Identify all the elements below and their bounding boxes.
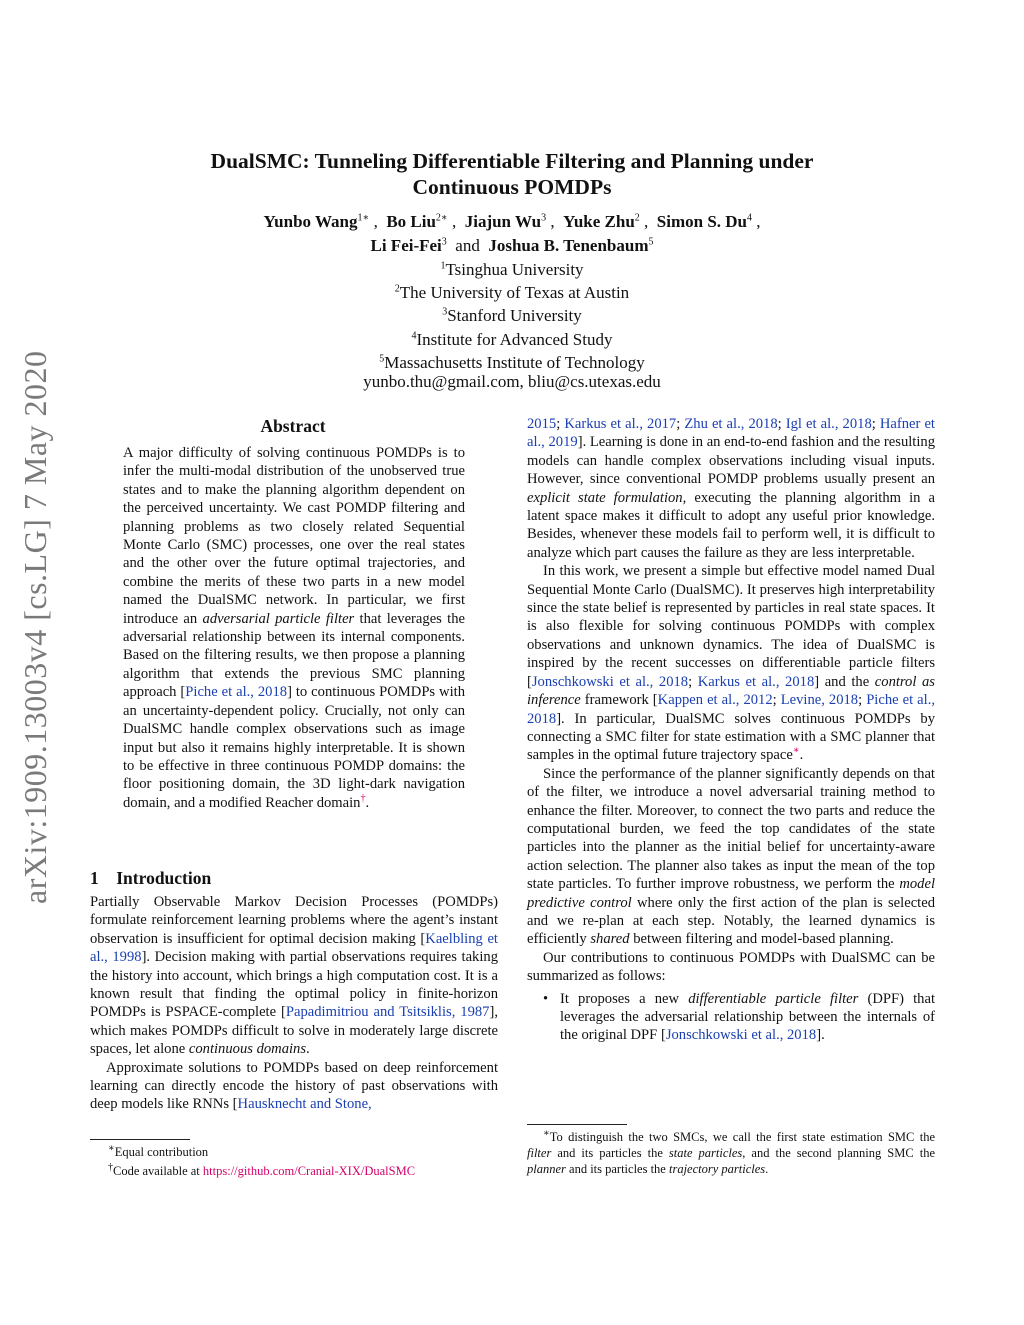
code-url-link[interactable]: https://github.com/Cranial-XIX/DualSMC	[202, 1164, 416, 1178]
author-list: Yunbo Wang$^{1∗}$ , Bo Liu$^{2∗}$ , Jiajun Wu$^3$ , Yuke Zhu$^2$ , Simon S. Du$^4$ , Li Fei-Fei$^3$ and Joshua B. Tenenbaum$^5$	[263, 212, 761, 255]
citation-link[interactable]: Igl et al., 2018	[785, 416, 872, 432]
author-conjunction: and	[455, 236, 480, 255]
list-item: • It proposes a new differentiable particle filter (DPF) that leverages the adversarial relationship between the internals of the original DPF [Jonschkowski et al., 2018].	[560, 990, 935, 1045]
footnote: †Code available at https://github.com/Cranial-XIX/DualSMC	[108, 1161, 416, 1178]
affiliation: $^1$Tsinghua University	[440, 260, 584, 279]
citation-link[interactable]: Jonschkowski et al., 2018	[531, 673, 689, 690]
author-name: Joshua B. Tenenbaum	[488, 236, 649, 255]
author-mark: 2	[634, 212, 640, 224]
author-mark: 4	[747, 212, 753, 224]
author-mark: 5	[648, 236, 654, 248]
footnote-rule-left	[90, 1139, 190, 1140]
title-line-1: DualSMC: Tunneling Differentiable Filtering and Planning under	[210, 149, 814, 173]
citation-link[interactable]: Piche et al., 2018	[185, 684, 288, 701]
citation-link[interactable]: Jonschkowski et al., 2018	[665, 1027, 817, 1044]
author-mark: 3	[441, 236, 447, 248]
footnote-mark-dagger[interactable]: †	[360, 792, 366, 804]
affiliation-list	[100, 258, 924, 393]
footnote-mark-star[interactable]: ∗	[792, 745, 800, 757]
section-heading-introduction: 1 Introduction	[90, 868, 212, 888]
contributions-intro: Our contributions to continuous POMDPs with DualSMC can be summarized as follows:	[527, 949, 935, 985]
author-emails: yunbo.thu@gmail.com, bliu@cs.utexas.edu	[363, 372, 661, 392]
abstract-heading: Abstract	[260, 416, 326, 436]
affiliation: $^4$Institute for Advanced Study	[411, 329, 613, 349]
abstract-body: A major difficulty of solving continuous POMDPs is to infer the multi-modal distribution of the unobserved true states and to make the planning algorithm dependent on the perceived uncertainty. We cast POMDP filtering and planning problems as two closely related Sequential Monte Carlo (SMC) processes, one over the real states and the other over the future optimal trajectories, and combine the merits of these two parts in a new model named the DualSMC network. In particular, we first introduce an adversarial particle filter that leverages the adversarial relationship between its internal components. Based on the filtering results, we then propose a planning algorithm that extends the previous SMC planning approach [Piche et al., 2018] to continuous POMDPs with an uncertainty-dependent policy. Crucially, not only can DualSMC handle complex observations such as image input but also it remains highly interpretable. It is shown to be effective in three continuous POMDP domains: the floor positioning domain, the 3D light-dark navigation domain, and a modified Reacher domain†.	[123, 445, 465, 811]
right-column-body: 2015; Karkus et al., 2017; Zhu et al., 2018; Igl et al., 2018; Hafner et al., 2019]. Learning is done in an end-to-end fashion and the resulting models can handle complex observations including visual inputs. However, since conventional POMDP problems usually present an explicit state formulation, executing the planning algorithm in a latent space makes it difficult to adopt any useful prior knowledge. Besides, whenever these models fail to perform well, it is difficult to analyze which part causes the failure as they are less interpretable. In this work, we present a simple but effective model named Dual Sequential Monte Carlo (DualSMC). It preserves high interpretability since the state belief is represented by particles in real state spaces. It is also flexible for solving continuous POMDPs with complex observations and unknown dynamics. The idea of DualSMC is inspired by the recent successes on differentiable particle filters [Jonschkowski et al., 2018; Karkus et al., 2018] and the control as inference framework [Kappen et al., 2012; Levine, 2018; Piche et al., 2018]. In particular, DualSMC solves continuous POMDPs by connecting a SMC filter for state estimation with a SMC planner that samples in the optimal future trajectory space∗. Since the performance of the planner significantly depends on that of the filter, we introduce a novel adversarial training method to enhance the filter. Moreover, to connect the two parts and reduce the computational burden, we feed the top candidates of the state particles into the planner as the initial belief for uncertainty-aware action selection. The planner also takes as input the mean of the top state particles. To further improve robustness, we perform the model predictive control where only the first action of the plan is selected and we re-plan at each step. Notably, the learned dynamics is efficiently shared between filtering and model-based planning. Our contributions to continuous POMDPs with DualSMC can be summarized as follows: • It proposes a new differentiable particle filter (DPF) that leverages the adversarial relationship between the internals of the original DPF [Jonschkowski et al., 2018].	[527, 415, 935, 1045]
citation-link[interactable]: Kappen et al., 2012	[657, 692, 773, 709]
author-name: Li Fei-Fei	[370, 236, 442, 255]
citation-link[interactable]: Hausknecht and Stone,	[237, 1096, 372, 1113]
affiliation: $^2$The University of Texas at Austin	[394, 283, 630, 303]
author-mark: 3	[541, 212, 547, 224]
title-line-2: Continuous POMDPs	[412, 175, 612, 199]
citation-link[interactable]: Levine, 2018	[780, 692, 859, 709]
citation-link[interactable]: Zhu et al., 2018	[684, 416, 778, 432]
introduction-body: Partially Observable Markov Decision Processes (POMDPs) formulate reinforcement learning problems where the agent’s instant observation is insufficient for optimal decision making [Kaelbling et al., 1998]. Decision making with partial observations requires taking the history into account, which brings a high computation cost. It is a known result that finding the optimal policy in finite-horizon POMDPs is PSPACE-complete [Papadimitriou and Tsitsiklis, 1987], which makes POMDPs difficult to solve in moderately large discrete spaces, let alone continuous domains. Approximate solutions to POMDPs based on deep reinforcement learning can directly encode the history of past observations with deep models like RNNs [Hausknecht and Stone,	[90, 894, 498, 1113]
footnotes-left	[108, 1144, 508, 1179]
footnote-rule-right	[527, 1124, 627, 1125]
arxiv-identifier: arXiv:1909.13003v4 [cs.LG] 7 May 2020	[17, 350, 53, 904]
author-name: Yunbo Wang	[263, 212, 358, 231]
citation-link[interactable]: 2015	[527, 416, 557, 432]
author-name: Jiajun Wu	[464, 212, 542, 231]
contributions-list	[527, 990, 935, 1045]
citation-link[interactable]: Karkus et al., 2018	[697, 673, 815, 690]
affiliation: $^3$Stanford University	[442, 306, 582, 326]
footnote-right: ∗To distinguish the two SMCs, we call the first state estimation SMC the filter and its particles the state particles, and the second planning SMC the planner and its particles the trajectory particles.	[527, 1127, 935, 1176]
citation-link[interactable]: Papadimitriou and Tsitsiklis, 1987	[285, 1004, 490, 1021]
affiliation: $^5$Massachusetts Institute of Technology	[379, 352, 645, 372]
footnote: ∗Equal contribution	[108, 1142, 209, 1159]
author-name: Bo Liu	[386, 212, 436, 231]
citation-link[interactable]: Kaelbling et al., 1998	[90, 930, 498, 966]
citation-link[interactable]: Karkus et al., 2017	[564, 416, 677, 432]
paper-title	[100, 148, 924, 200]
author-name: Simon S. Du	[656, 212, 748, 231]
citation-link[interactable]: Piche et al., 2018	[527, 692, 935, 727]
author-mark: 1∗	[357, 212, 370, 224]
author-name: Yuke Zhu	[563, 212, 635, 231]
citation-link[interactable]: Hafner et al., 2019	[527, 416, 935, 451]
author-mark: 2∗	[435, 212, 448, 224]
